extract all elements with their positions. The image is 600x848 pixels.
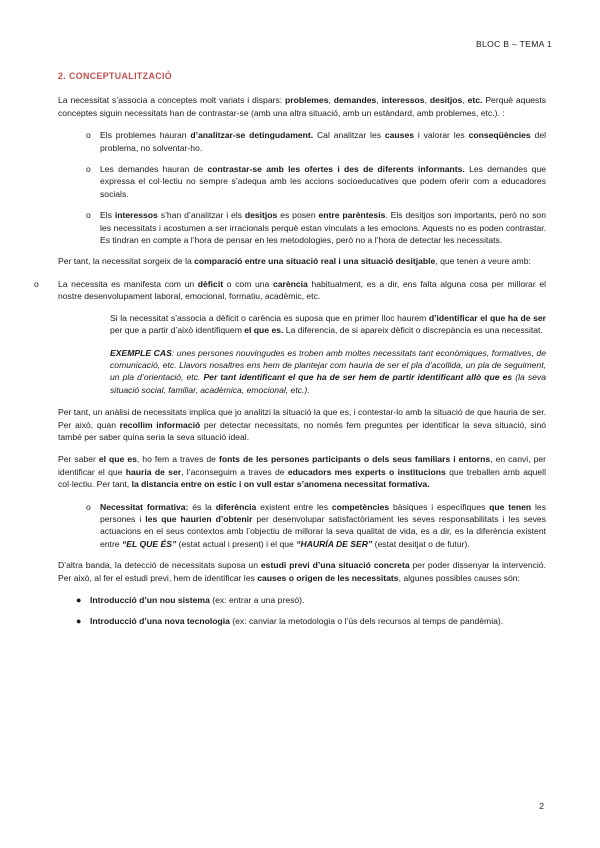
list-item-deficit: o La necessita es manifesta com un dèficit o com una carència habitualment, es a dir, ens falta alguna cosa per millorar el nostre desenvolupament laboral, emocional, formatiu, acadèmic, etc. <box>34 278 547 302</box>
causes-list <box>58 594 546 628</box>
page-number: 2 <box>539 800 544 811</box>
deficit-paragraph: Si la necessitat s’associa a dèficit o carència es suposa que en primer lloc haurem d’identificar el que ha de ser per que a partir d’això identifiquem el que es. La diferencia, de si apareix dèficit o discrepància es una necessitat. <box>110 312 546 336</box>
list-item-interests: o Els interessos s’han d’analitzar i els desitjos es posen entre parèntesis. Els desitjos son importants, però no son les necessitats i acostumen a ser irracionals perquè estan vinculats a les emocions. Aquests no es poden contrastar. Es tindran en compte a l’hora de pensar en les metodologies, però no a l’hora de detectar les necessitats. <box>86 210 546 246</box>
running-header: BLOC B – TEMA 1 <box>476 39 552 49</box>
list-item-problems: o Els problemes hauran d’analitzar-se detingudament. Cal analitzar les causes i valorar les conseqüències del problema, no solventar-ho. <box>86 130 547 153</box>
sources-paragraph: Per saber el que es, ho fem a traves de fonts de les persones participants o dels seus familiars i entorns, en canvi, per identificar el que hauria de ser, l’aconseguim a traves de educadors mes experts o institucions que treballen amb aquell col·lectiu. Per tant, la distancia entre on estic i on vull estar s’anomena necessitat formativa. <box>58 454 547 490</box>
round-bullet-icon: ● <box>76 595 82 605</box>
list-item-formative-need: o Necessitat formativa: és la diferència existent entre les competències bàsiques i específiques que tenen les persones i les que haurien d’obtenir per desenvolupar satisfactòriament les seves responsabilitats i les seves actuacions en el seus contextos amb l’objectiu de millorar la seva qualitat de vida, es a dir, es la diferència existent entre “EL QUE ÉS” (estat actual i present) i el que “HAURÍA DE SER” (estat desitjat o de futur). <box>86 501 546 549</box>
circle-bullet-icon: o <box>86 210 91 221</box>
list-item-new-system: ● Introducció d’un nou sistema (ex: entrar a una presó). <box>76 595 305 605</box>
circle-bullet-icon: o <box>86 130 91 141</box>
deficit-list <box>34 278 547 303</box>
circle-bullet-icon: o <box>86 501 91 512</box>
list-item-demands: o Les demandes hauran de contrastar-se amb les ofertes i des de diferents informants. Les demandes que expressa el col·lectiu no sempre s’adequa amb les accions socioeducatives que podem oferir com a educadores socials. <box>86 164 547 199</box>
list-item-new-technology: ● Introducció d’una nova tecnologia (ex: canviar la metodologia o l’ús dels recursos al temps de pandèmia). <box>76 616 504 627</box>
round-bullet-icon: ● <box>76 616 82 627</box>
page-body <box>34 70 547 637</box>
intro-paragraph: La necessitat s’associa a conceptes molt variats i dispars: problemes, demandes, interessos, desitjos, etc. Perquè aquests conceptes siguin necessitats han de contrastar-se (amb una altra situació, amb un estàndard, amb problemes, etc.). : <box>58 95 547 118</box>
formative-list <box>70 501 546 551</box>
concepts-list <box>70 129 546 246</box>
analysis-paragraph: Per tant, un anàlisi de necessitats implica que jo analitzi la situació la que es, i contestar-lo amb la situació de que hauria de ser. Per això, quan recollim informació per detectar necessitats, no només fem preguntes per identificar la seva situació, sinó també per saber quina seria la seva situació ideal. <box>58 407 546 442</box>
comparison-paragraph: Per tant, la necessitat sorgeix de la comparació entre una situació real i una situació desitjable, que tenen a veure amb: <box>58 256 531 267</box>
example-paragraph: EXEMPLE CAS: unes persones nouvingudes es troben amb moltes necessitats tant econòmiques, formatives, de comunicació, etc. Llavors nosaltres ens hem de plantejar com hauria de ser el pla d’acollida, un pla de seguiment, un pla d’orientació, etc. Per tant identificant el que ha de ser hem de partir identificant allò que es (la seva situació social, familiar, acadèmica, emocional, etc.). <box>110 347 546 395</box>
circle-bullet-icon: o <box>34 278 39 289</box>
circle-bullet-icon: o <box>86 164 91 175</box>
detection-paragraph: D’altra banda, la detecció de necessitats suposa un estudi previ d’una situació concreta per poder dissenyar la intervenció. Per això, al fer el estudi previ, hem de identificar les causes o origen de les necessitats, algunes possibles causes són: <box>58 560 546 583</box>
section-title: 2. CONCEPTUALITZACIÓ <box>58 71 173 81</box>
